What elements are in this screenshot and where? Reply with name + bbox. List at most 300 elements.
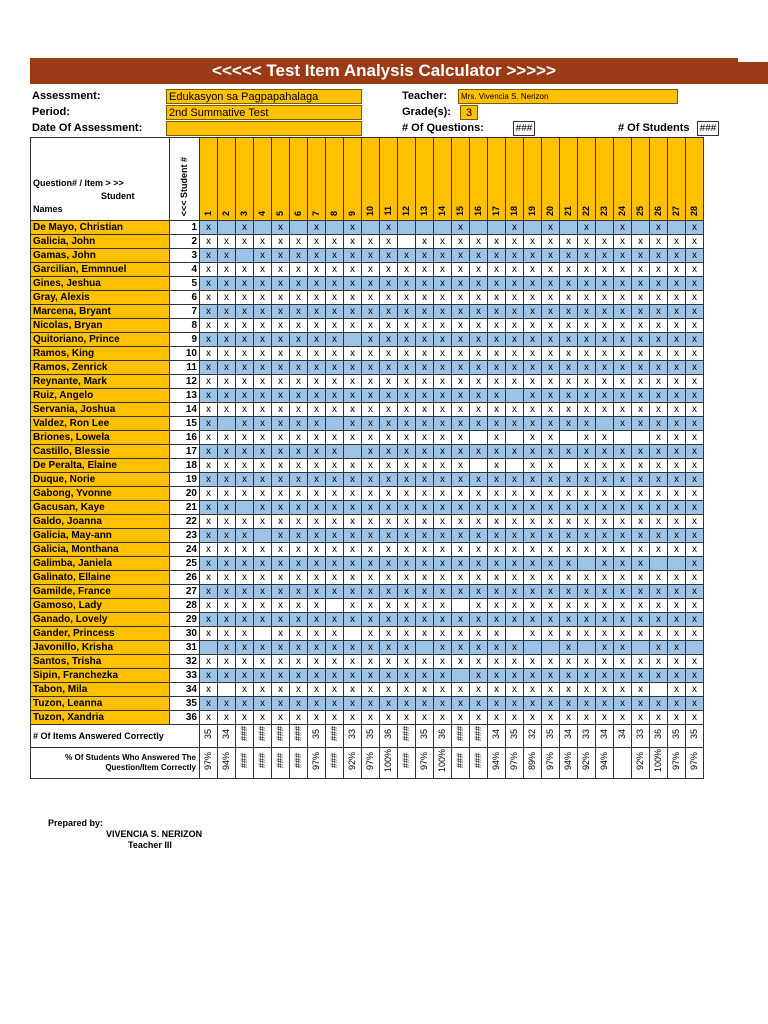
answer-cell[interactable]: x bbox=[470, 473, 488, 487]
answer-cell[interactable]: x bbox=[542, 361, 560, 375]
answer-cell[interactable]: x bbox=[218, 305, 236, 319]
answer-cell[interactable]: x bbox=[524, 571, 542, 585]
answer-cell[interactable]: x bbox=[632, 543, 650, 557]
answer-cell[interactable]: x bbox=[272, 655, 290, 669]
answer-cell[interactable]: x bbox=[326, 249, 344, 263]
answer-cell[interactable]: x bbox=[686, 655, 704, 669]
answer-cell[interactable]: x bbox=[596, 333, 614, 347]
answer-cell[interactable]: x bbox=[254, 235, 272, 249]
answer-cell[interactable]: x bbox=[650, 585, 668, 599]
answer-cell[interactable]: x bbox=[236, 571, 254, 585]
answer-cell[interactable]: x bbox=[434, 529, 452, 543]
answer-cell[interactable]: x bbox=[236, 557, 254, 571]
answer-cell[interactable]: x bbox=[560, 571, 578, 585]
answer-cell[interactable]: x bbox=[416, 417, 434, 431]
answer-cell[interactable]: x bbox=[380, 711, 398, 725]
answer-cell[interactable]: x bbox=[470, 375, 488, 389]
answer-cell[interactable] bbox=[506, 431, 524, 445]
answer-cell[interactable]: x bbox=[668, 445, 686, 459]
answer-cell[interactable]: x bbox=[470, 487, 488, 501]
answer-cell[interactable]: x bbox=[470, 515, 488, 529]
answer-cell[interactable]: x bbox=[362, 711, 380, 725]
answer-cell[interactable]: x bbox=[560, 291, 578, 305]
answer-cell[interactable]: x bbox=[524, 515, 542, 529]
answer-cell[interactable]: x bbox=[614, 403, 632, 417]
answer-cell[interactable]: x bbox=[308, 333, 326, 347]
answer-cell[interactable]: x bbox=[452, 431, 470, 445]
answer-cell[interactable]: x bbox=[596, 613, 614, 627]
answer-cell[interactable]: x bbox=[380, 375, 398, 389]
answer-cell[interactable]: x bbox=[614, 529, 632, 543]
answer-cell[interactable]: x bbox=[524, 291, 542, 305]
answer-cell[interactable]: x bbox=[398, 571, 416, 585]
answer-cell[interactable]: x bbox=[596, 697, 614, 711]
answer-cell[interactable]: x bbox=[578, 487, 596, 501]
answer-cell[interactable]: x bbox=[362, 459, 380, 473]
answer-cell[interactable]: x bbox=[344, 431, 362, 445]
answer-cell[interactable]: x bbox=[200, 613, 218, 627]
answer-cell[interactable]: x bbox=[560, 361, 578, 375]
answer-cell[interactable]: x bbox=[290, 347, 308, 361]
answer-cell[interactable]: x bbox=[506, 221, 524, 235]
answer-cell[interactable] bbox=[614, 431, 632, 445]
answer-cell[interactable]: x bbox=[362, 515, 380, 529]
answer-cell[interactable]: x bbox=[542, 305, 560, 319]
answer-cell[interactable]: x bbox=[308, 627, 326, 641]
answer-cell[interactable]: x bbox=[452, 473, 470, 487]
answer-cell[interactable]: x bbox=[380, 347, 398, 361]
answer-cell[interactable]: x bbox=[650, 655, 668, 669]
answer-cell[interactable]: x bbox=[596, 599, 614, 613]
answer-cell[interactable]: x bbox=[470, 711, 488, 725]
answer-cell[interactable] bbox=[470, 459, 488, 473]
answer-cell[interactable]: x bbox=[344, 375, 362, 389]
answer-cell[interactable]: x bbox=[254, 543, 272, 557]
answer-cell[interactable]: x bbox=[560, 711, 578, 725]
answer-cell[interactable]: x bbox=[344, 641, 362, 655]
answer-cell[interactable]: x bbox=[578, 403, 596, 417]
answer-cell[interactable]: x bbox=[506, 683, 524, 697]
answer-cell[interactable] bbox=[686, 641, 704, 655]
answer-cell[interactable]: x bbox=[308, 529, 326, 543]
answer-cell[interactable]: x bbox=[398, 543, 416, 557]
answer-cell[interactable]: x bbox=[398, 361, 416, 375]
answer-cell[interactable]: x bbox=[236, 347, 254, 361]
answer-cell[interactable]: x bbox=[488, 473, 506, 487]
answer-cell[interactable]: x bbox=[488, 501, 506, 515]
answer-cell[interactable]: x bbox=[542, 235, 560, 249]
answer-cell[interactable] bbox=[578, 557, 596, 571]
answer-cell[interactable]: x bbox=[380, 529, 398, 543]
answer-cell[interactable]: x bbox=[326, 333, 344, 347]
answer-cell[interactable]: x bbox=[362, 375, 380, 389]
answer-cell[interactable]: x bbox=[416, 711, 434, 725]
answer-cell[interactable]: x bbox=[542, 473, 560, 487]
answer-cell[interactable]: x bbox=[452, 347, 470, 361]
answer-cell[interactable]: x bbox=[308, 683, 326, 697]
answer-cell[interactable]: x bbox=[416, 627, 434, 641]
answer-cell[interactable]: x bbox=[326, 403, 344, 417]
answer-cell[interactable]: x bbox=[236, 235, 254, 249]
answer-cell[interactable]: x bbox=[488, 235, 506, 249]
answer-cell[interactable]: x bbox=[632, 361, 650, 375]
answer-cell[interactable]: x bbox=[668, 683, 686, 697]
answer-cell[interactable]: x bbox=[218, 585, 236, 599]
answer-cell[interactable]: x bbox=[380, 445, 398, 459]
answer-cell[interactable]: x bbox=[200, 515, 218, 529]
answer-cell[interactable]: x bbox=[668, 361, 686, 375]
answer-cell[interactable]: x bbox=[236, 627, 254, 641]
answer-cell[interactable]: x bbox=[254, 669, 272, 683]
answer-cell[interactable]: x bbox=[542, 585, 560, 599]
answer-cell[interactable]: x bbox=[614, 473, 632, 487]
answer-cell[interactable]: x bbox=[470, 669, 488, 683]
answer-cell[interactable] bbox=[650, 557, 668, 571]
answer-cell[interactable]: x bbox=[326, 557, 344, 571]
answer-cell[interactable]: x bbox=[434, 277, 452, 291]
answer-cell[interactable]: x bbox=[632, 585, 650, 599]
answer-cell[interactable]: x bbox=[596, 277, 614, 291]
answer-cell[interactable]: x bbox=[362, 333, 380, 347]
answer-cell[interactable]: x bbox=[668, 543, 686, 557]
answer-cell[interactable]: x bbox=[416, 473, 434, 487]
answer-cell[interactable]: x bbox=[650, 473, 668, 487]
answer-cell[interactable]: x bbox=[488, 319, 506, 333]
answer-cell[interactable] bbox=[578, 641, 596, 655]
answer-cell[interactable]: x bbox=[398, 305, 416, 319]
answer-cell[interactable]: x bbox=[290, 375, 308, 389]
answer-cell[interactable]: x bbox=[326, 501, 344, 515]
answer-cell[interactable]: x bbox=[380, 291, 398, 305]
answer-cell[interactable]: x bbox=[650, 445, 668, 459]
answer-cell[interactable]: x bbox=[560, 529, 578, 543]
answer-cell[interactable] bbox=[290, 221, 308, 235]
answer-cell[interactable]: x bbox=[344, 221, 362, 235]
answer-cell[interactable]: x bbox=[398, 655, 416, 669]
answer-cell[interactable]: x bbox=[560, 655, 578, 669]
answer-cell[interactable]: x bbox=[290, 319, 308, 333]
answer-cell[interactable]: x bbox=[614, 515, 632, 529]
answer-cell[interactable]: x bbox=[290, 683, 308, 697]
answer-cell[interactable]: x bbox=[272, 473, 290, 487]
answer-cell[interactable]: x bbox=[650, 697, 668, 711]
answer-cell[interactable]: x bbox=[632, 249, 650, 263]
answer-cell[interactable]: x bbox=[596, 515, 614, 529]
answer-cell[interactable]: x bbox=[308, 473, 326, 487]
answer-cell[interactable]: x bbox=[290, 697, 308, 711]
answer-cell[interactable]: x bbox=[470, 585, 488, 599]
answer-cell[interactable]: x bbox=[686, 613, 704, 627]
answer-cell[interactable]: x bbox=[200, 263, 218, 277]
answer-cell[interactable]: x bbox=[398, 277, 416, 291]
answer-cell[interactable]: x bbox=[452, 711, 470, 725]
answer-cell[interactable]: x bbox=[470, 277, 488, 291]
answer-cell[interactable]: x bbox=[578, 613, 596, 627]
answer-cell[interactable]: x bbox=[200, 347, 218, 361]
answer-cell[interactable]: x bbox=[488, 697, 506, 711]
answer-cell[interactable]: x bbox=[218, 529, 236, 543]
answer-cell[interactable]: x bbox=[236, 599, 254, 613]
answer-cell[interactable]: x bbox=[398, 627, 416, 641]
answer-cell[interactable]: x bbox=[380, 599, 398, 613]
answer-cell[interactable]: x bbox=[254, 501, 272, 515]
answer-cell[interactable]: x bbox=[650, 487, 668, 501]
answer-cell[interactable] bbox=[470, 431, 488, 445]
answer-cell[interactable]: x bbox=[632, 473, 650, 487]
answer-cell[interactable]: x bbox=[200, 431, 218, 445]
answer-cell[interactable]: x bbox=[236, 361, 254, 375]
answer-cell[interactable]: x bbox=[434, 249, 452, 263]
answer-cell[interactable]: x bbox=[254, 389, 272, 403]
answer-cell[interactable]: x bbox=[524, 277, 542, 291]
answer-cell[interactable]: x bbox=[488, 683, 506, 697]
answer-cell[interactable]: x bbox=[200, 319, 218, 333]
answer-cell[interactable]: x bbox=[506, 543, 524, 557]
answer-cell[interactable]: x bbox=[596, 655, 614, 669]
answer-cell[interactable]: x bbox=[326, 291, 344, 305]
answer-cell[interactable]: x bbox=[290, 473, 308, 487]
answer-cell[interactable]: x bbox=[416, 249, 434, 263]
answer-cell[interactable]: x bbox=[308, 263, 326, 277]
answer-cell[interactable]: x bbox=[308, 417, 326, 431]
answer-cell[interactable]: x bbox=[344, 501, 362, 515]
answer-cell[interactable]: x bbox=[434, 697, 452, 711]
answer-cell[interactable]: x bbox=[398, 683, 416, 697]
answer-cell[interactable]: x bbox=[488, 249, 506, 263]
answer-cell[interactable] bbox=[326, 599, 344, 613]
answer-cell[interactable]: x bbox=[560, 515, 578, 529]
answer-cell[interactable]: x bbox=[668, 263, 686, 277]
answer-cell[interactable]: x bbox=[488, 291, 506, 305]
answer-cell[interactable]: x bbox=[506, 291, 524, 305]
answer-cell[interactable]: x bbox=[218, 711, 236, 725]
answer-cell[interactable]: x bbox=[686, 333, 704, 347]
answer-cell[interactable]: x bbox=[524, 431, 542, 445]
answer-cell[interactable]: x bbox=[344, 711, 362, 725]
answer-cell[interactable]: x bbox=[650, 571, 668, 585]
answer-cell[interactable]: x bbox=[560, 683, 578, 697]
answer-cell[interactable]: x bbox=[236, 655, 254, 669]
answer-cell[interactable]: x bbox=[632, 263, 650, 277]
answer-cell[interactable]: x bbox=[326, 641, 344, 655]
answer-cell[interactable]: x bbox=[578, 571, 596, 585]
answer-cell[interactable]: x bbox=[308, 585, 326, 599]
answer-cell[interactable]: x bbox=[524, 585, 542, 599]
answer-cell[interactable]: x bbox=[614, 347, 632, 361]
answer-cell[interactable]: x bbox=[524, 263, 542, 277]
answer-cell[interactable]: x bbox=[308, 249, 326, 263]
answer-cell[interactable]: x bbox=[578, 305, 596, 319]
answer-cell[interactable]: x bbox=[200, 585, 218, 599]
answer-cell[interactable]: x bbox=[308, 445, 326, 459]
answer-cell[interactable]: x bbox=[308, 641, 326, 655]
grade-field[interactable]: 3 bbox=[460, 105, 478, 120]
answer-cell[interactable]: x bbox=[506, 613, 524, 627]
answer-cell[interactable]: x bbox=[632, 571, 650, 585]
answer-cell[interactable]: x bbox=[560, 501, 578, 515]
answer-cell[interactable]: x bbox=[668, 319, 686, 333]
answer-cell[interactable]: x bbox=[218, 347, 236, 361]
answer-cell[interactable]: x bbox=[578, 291, 596, 305]
answer-cell[interactable]: x bbox=[326, 585, 344, 599]
answer-cell[interactable]: x bbox=[308, 655, 326, 669]
answer-cell[interactable]: x bbox=[686, 473, 704, 487]
answer-cell[interactable]: x bbox=[632, 235, 650, 249]
answer-cell[interactable]: x bbox=[326, 431, 344, 445]
answer-cell[interactable]: x bbox=[578, 249, 596, 263]
answer-cell[interactable]: x bbox=[344, 417, 362, 431]
answer-cell[interactable] bbox=[416, 641, 434, 655]
answer-cell[interactable]: x bbox=[272, 445, 290, 459]
answer-cell[interactable]: x bbox=[470, 319, 488, 333]
answer-cell[interactable]: x bbox=[290, 417, 308, 431]
answer-cell[interactable]: x bbox=[506, 529, 524, 543]
answer-cell[interactable]: x bbox=[686, 683, 704, 697]
answer-cell[interactable]: x bbox=[218, 557, 236, 571]
answer-cell[interactable]: x bbox=[488, 333, 506, 347]
answer-cell[interactable]: x bbox=[272, 557, 290, 571]
answer-cell[interactable]: x bbox=[506, 501, 524, 515]
answer-cell[interactable]: x bbox=[218, 697, 236, 711]
answer-cell[interactable]: x bbox=[416, 319, 434, 333]
answer-cell[interactable]: x bbox=[344, 319, 362, 333]
answer-cell[interactable]: x bbox=[650, 375, 668, 389]
answer-cell[interactable]: x bbox=[416, 501, 434, 515]
answer-cell[interactable]: x bbox=[488, 641, 506, 655]
answer-cell[interactable]: x bbox=[290, 361, 308, 375]
answer-cell[interactable]: x bbox=[506, 487, 524, 501]
answer-cell[interactable]: x bbox=[578, 459, 596, 473]
answer-cell[interactable]: x bbox=[542, 627, 560, 641]
answer-cell[interactable]: x bbox=[290, 431, 308, 445]
answer-cell[interactable]: x bbox=[650, 277, 668, 291]
answer-cell[interactable]: x bbox=[362, 263, 380, 277]
answer-cell[interactable]: x bbox=[452, 655, 470, 669]
answer-cell[interactable]: x bbox=[290, 277, 308, 291]
answer-cell[interactable] bbox=[668, 221, 686, 235]
answer-cell[interactable]: x bbox=[470, 641, 488, 655]
answer-cell[interactable]: x bbox=[290, 501, 308, 515]
answer-cell[interactable]: x bbox=[632, 347, 650, 361]
answer-cell[interactable]: x bbox=[524, 669, 542, 683]
answer-cell[interactable]: x bbox=[272, 669, 290, 683]
answer-cell[interactable]: x bbox=[506, 571, 524, 585]
answer-cell[interactable]: x bbox=[470, 557, 488, 571]
answer-cell[interactable]: x bbox=[416, 375, 434, 389]
answer-cell[interactable]: x bbox=[560, 543, 578, 557]
answer-cell[interactable]: x bbox=[218, 641, 236, 655]
answer-cell[interactable]: x bbox=[290, 291, 308, 305]
answer-cell[interactable]: x bbox=[524, 403, 542, 417]
answer-cell[interactable]: x bbox=[488, 487, 506, 501]
answer-cell[interactable]: x bbox=[272, 389, 290, 403]
answer-cell[interactable]: x bbox=[542, 459, 560, 473]
answer-cell[interactable]: x bbox=[650, 501, 668, 515]
answer-cell[interactable]: x bbox=[326, 669, 344, 683]
answer-cell[interactable]: x bbox=[434, 585, 452, 599]
answer-cell[interactable]: x bbox=[524, 655, 542, 669]
answer-cell[interactable]: x bbox=[596, 683, 614, 697]
answer-cell[interactable]: x bbox=[470, 655, 488, 669]
answer-cell[interactable]: x bbox=[596, 431, 614, 445]
answer-cell[interactable]: x bbox=[380, 277, 398, 291]
answer-cell[interactable]: x bbox=[686, 599, 704, 613]
answer-cell[interactable]: x bbox=[686, 529, 704, 543]
answer-cell[interactable]: x bbox=[308, 347, 326, 361]
answer-cell[interactable]: x bbox=[200, 599, 218, 613]
answer-cell[interactable]: x bbox=[326, 543, 344, 557]
answer-cell[interactable]: x bbox=[254, 571, 272, 585]
answer-cell[interactable]: x bbox=[344, 305, 362, 319]
answer-cell[interactable]: x bbox=[452, 221, 470, 235]
answer-cell[interactable]: x bbox=[560, 599, 578, 613]
answer-cell[interactable]: x bbox=[488, 613, 506, 627]
answer-cell[interactable]: x bbox=[470, 627, 488, 641]
answer-cell[interactable] bbox=[560, 431, 578, 445]
answer-cell[interactable]: x bbox=[452, 263, 470, 277]
answer-cell[interactable]: x bbox=[650, 543, 668, 557]
answer-cell[interactable]: x bbox=[326, 347, 344, 361]
answer-cell[interactable]: x bbox=[686, 221, 704, 235]
answer-cell[interactable]: x bbox=[272, 641, 290, 655]
answer-cell[interactable]: x bbox=[524, 613, 542, 627]
answer-cell[interactable]: x bbox=[632, 417, 650, 431]
answer-cell[interactable] bbox=[488, 221, 506, 235]
answer-cell[interactable]: x bbox=[308, 515, 326, 529]
answer-cell[interactable]: x bbox=[200, 291, 218, 305]
answer-cell[interactable]: x bbox=[668, 501, 686, 515]
answer-cell[interactable] bbox=[326, 417, 344, 431]
answer-cell[interactable]: x bbox=[542, 655, 560, 669]
answer-cell[interactable]: x bbox=[632, 669, 650, 683]
answer-cell[interactable]: x bbox=[542, 571, 560, 585]
answer-cell[interactable]: x bbox=[452, 585, 470, 599]
answer-cell[interactable]: x bbox=[686, 277, 704, 291]
answer-cell[interactable]: x bbox=[488, 389, 506, 403]
answer-cell[interactable]: x bbox=[254, 347, 272, 361]
answer-cell[interactable]: x bbox=[218, 487, 236, 501]
answer-cell[interactable]: x bbox=[380, 403, 398, 417]
answer-cell[interactable]: x bbox=[344, 543, 362, 557]
answer-cell[interactable]: x bbox=[236, 403, 254, 417]
answer-cell[interactable]: x bbox=[236, 529, 254, 543]
answer-cell[interactable]: x bbox=[686, 571, 704, 585]
answer-cell[interactable]: x bbox=[362, 529, 380, 543]
answer-cell[interactable]: x bbox=[506, 263, 524, 277]
answer-cell[interactable]: x bbox=[452, 375, 470, 389]
answer-cell[interactable]: x bbox=[506, 235, 524, 249]
answer-cell[interactable]: x bbox=[254, 277, 272, 291]
answer-cell[interactable]: x bbox=[578, 501, 596, 515]
answer-cell[interactable] bbox=[218, 683, 236, 697]
answer-cell[interactable]: x bbox=[200, 683, 218, 697]
answer-cell[interactable]: x bbox=[542, 697, 560, 711]
answer-cell[interactable]: x bbox=[506, 669, 524, 683]
answer-cell[interactable]: x bbox=[578, 417, 596, 431]
answer-cell[interactable]: x bbox=[254, 557, 272, 571]
answer-cell[interactable] bbox=[596, 221, 614, 235]
answer-cell[interactable]: x bbox=[632, 529, 650, 543]
answer-cell[interactable]: x bbox=[326, 627, 344, 641]
answer-cell[interactable]: x bbox=[236, 319, 254, 333]
answer-cell[interactable]: x bbox=[524, 389, 542, 403]
answer-cell[interactable]: x bbox=[632, 613, 650, 627]
answer-cell[interactable]: x bbox=[272, 333, 290, 347]
answer-cell[interactable]: x bbox=[236, 487, 254, 501]
answer-cell[interactable]: x bbox=[488, 543, 506, 557]
answer-cell[interactable]: x bbox=[236, 473, 254, 487]
answer-cell[interactable]: x bbox=[614, 221, 632, 235]
